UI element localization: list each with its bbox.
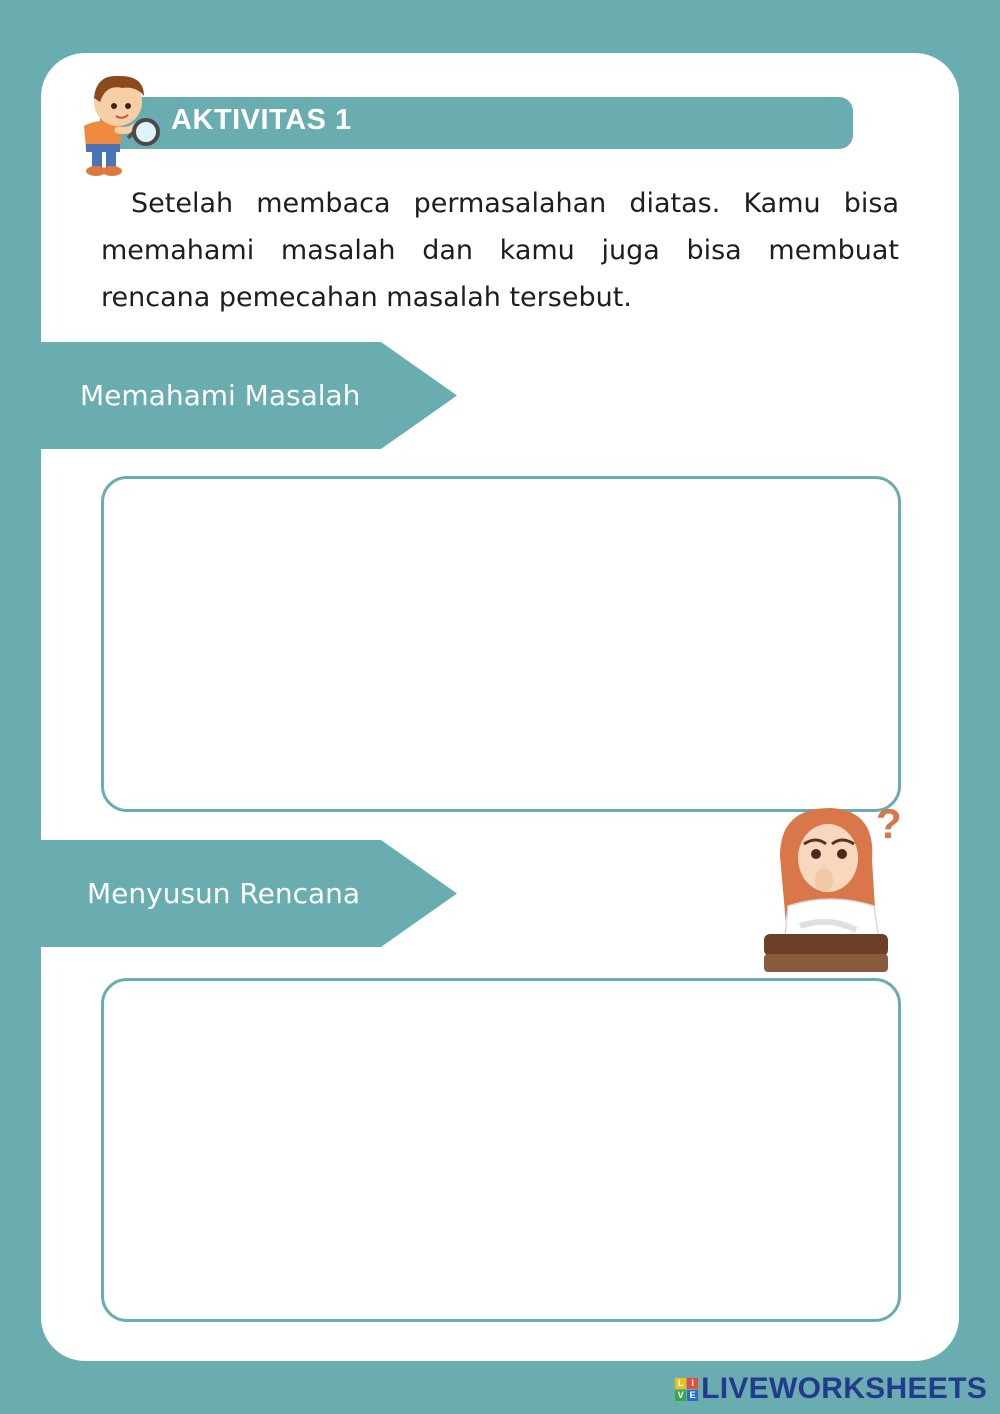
section-label: Menyusun Rencana [87, 877, 361, 910]
logo-text: LIVEWORKSHEETS [701, 1372, 987, 1405]
answer-box-memahami-masalah[interactable] [101, 476, 901, 812]
page-title: AKTIVITAS 1 [171, 104, 352, 136]
thinking-girl-illustration [760, 796, 910, 976]
logo-mark-icon: L I V E [675, 1378, 698, 1401]
liveworksheets-logo[interactable] [675, 1372, 987, 1406]
section-banner-memahami-masalah [41, 342, 457, 449]
answer-box-menyusun-rencana[interactable] [101, 978, 901, 1322]
question-mark: ? [876, 800, 902, 847]
section-banner-menyusun-rencana [41, 840, 457, 947]
section-label: Memahami Masalah [80, 379, 361, 412]
intro-paragraph: Setelah membaca permasalahan diatas. Kamu bisa memahami masalah dan kamu juga bisa membuat rencana pemecahan masalah tersebut. [101, 188, 899, 313]
boy-magnifier-illustration [70, 68, 170, 180]
